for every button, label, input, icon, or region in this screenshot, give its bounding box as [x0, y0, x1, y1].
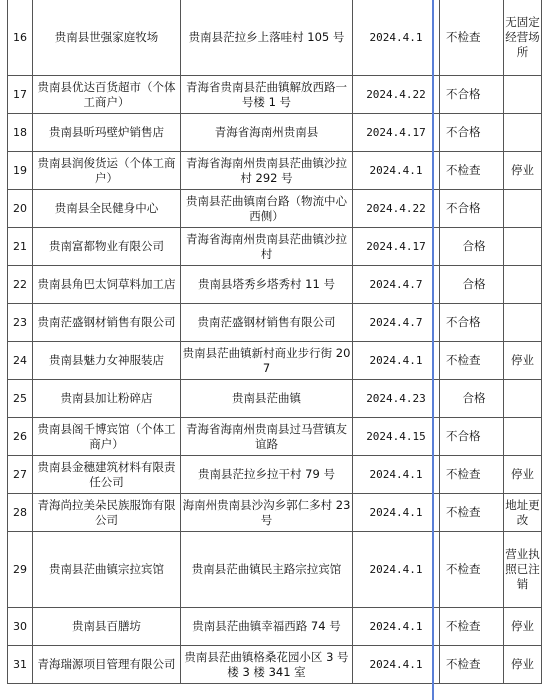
remark-cell: 营业执照已注销	[504, 532, 542, 608]
table-body	[8, 0, 542, 684]
inspection-result-cell: 不合格	[440, 76, 504, 114]
inspection-result-cell: 合格	[440, 228, 504, 266]
row-number-cell: 27	[8, 456, 33, 494]
table-row	[8, 494, 542, 532]
remark-cell: 地址更改	[504, 494, 542, 532]
business-name-cell: 贵南县茫曲镇宗拉宾馆	[33, 532, 181, 608]
row-number-cell: 17	[8, 76, 33, 114]
remark-cell	[504, 190, 542, 228]
business-name-cell: 贵南富都物业有限公司	[33, 228, 181, 266]
inspection-date-cell: 2024.4.1	[353, 152, 440, 190]
row-number-cell: 25	[8, 380, 33, 418]
table-row	[8, 418, 542, 456]
inspection-result-cell: 不合格	[440, 304, 504, 342]
table-row	[8, 76, 542, 114]
table-row	[8, 0, 542, 76]
inspection-table	[7, 0, 542, 684]
row-number-cell: 16	[8, 0, 33, 76]
business-name-cell: 青海瑞源项目管理有限公司	[33, 646, 181, 684]
inspection-date-cell: 2024.4.17	[353, 228, 440, 266]
business-name-cell: 贵南县优达百货超市（个体工商户）	[33, 76, 181, 114]
inspection-result-cell: 不检查	[440, 608, 504, 646]
business-address-cell: 贵南县茫曲镇民主路宗拉宾馆	[181, 532, 353, 608]
table-row	[8, 342, 542, 380]
inspection-result-cell: 不检查	[440, 152, 504, 190]
business-name-cell: 贵南县金穗建筑材料有限责任公司	[33, 456, 181, 494]
business-address-cell: 青海省海南州贵南县过马营镇友谊路	[181, 418, 353, 456]
business-address-cell: 贵南县塔秀乡塔秀村 11 号	[181, 266, 353, 304]
row-number-cell: 24	[8, 342, 33, 380]
row-number-cell: 20	[8, 190, 33, 228]
inspection-date-cell: 2024.4.1	[353, 342, 440, 380]
remark-cell: 停业	[504, 342, 542, 380]
table-row	[8, 532, 542, 608]
table-row	[8, 190, 542, 228]
row-number-cell: 19	[8, 152, 33, 190]
row-number-cell: 22	[8, 266, 33, 304]
business-address-cell: 贵南县茫曲镇南台路（物流中心西侧）	[181, 190, 353, 228]
business-name-cell: 贵南县全民健身中心	[33, 190, 181, 228]
remark-cell	[504, 380, 542, 418]
business-address-cell: 贵南茫盛钢材销售有限公司	[181, 304, 353, 342]
remark-cell	[504, 228, 542, 266]
column-highlight-line	[432, 0, 434, 700]
table-row	[8, 608, 542, 646]
remark-cell	[504, 304, 542, 342]
inspection-result-cell: 不检查	[440, 532, 504, 608]
business-name-cell: 贵南县润俊货运（个体工商户）	[33, 152, 181, 190]
table-row	[8, 152, 542, 190]
inspection-result-cell: 不合格	[440, 190, 504, 228]
inspection-result-cell: 合格	[440, 380, 504, 418]
inspection-date-cell: 2024.4.1	[353, 456, 440, 494]
inspection-date-cell: 2024.4.15	[353, 418, 440, 456]
business-address-cell: 青海省海南州贵南县茫曲镇沙拉村 292 号	[181, 152, 353, 190]
row-number-cell: 23	[8, 304, 33, 342]
business-name-cell: 贵南县昕玛壁炉销售店	[33, 114, 181, 152]
remark-cell: 停业	[504, 456, 542, 494]
row-number-cell: 29	[8, 532, 33, 608]
inspection-date-cell: 2024.4.1	[353, 0, 440, 76]
inspection-result-cell: 不检查	[440, 342, 504, 380]
remark-cell: 停业	[504, 608, 542, 646]
business-address-cell: 贵南县茫曲镇	[181, 380, 353, 418]
business-address-cell: 贵南县茫曲镇格桑花园小区 3 号楼 3 楼 341 室	[181, 646, 353, 684]
inspection-date-cell: 2024.4.22	[353, 190, 440, 228]
business-name-cell: 贵南县角巴太饲草料加工店	[33, 266, 181, 304]
business-name-cell: 贵南县阁千博宾馆（个体工商户）	[33, 418, 181, 456]
business-address-cell: 青海省海南州贵南县	[181, 114, 353, 152]
table-row	[8, 266, 542, 304]
business-address-cell: 青海省海南州贵南县茫曲镇沙拉村	[181, 228, 353, 266]
inspection-result-cell: 不合格	[440, 114, 504, 152]
inspection-result-cell: 合格	[440, 266, 504, 304]
inspection-result-cell: 不检查	[440, 494, 504, 532]
inspection-result-cell: 不检查	[440, 456, 504, 494]
inspection-date-cell: 2024.4.1	[353, 494, 440, 532]
business-name-cell: 贵南茫盛钢材销售有限公司	[33, 304, 181, 342]
business-address-cell: 贵南县茫曲镇新村商业步行街 207	[181, 342, 353, 380]
remark-cell	[504, 76, 542, 114]
business-name-cell: 贵南县世强家庭牧场	[33, 0, 181, 76]
table-row	[8, 114, 542, 152]
table-row	[8, 380, 542, 418]
row-number-cell: 26	[8, 418, 33, 456]
inspection-result-cell: 不检查	[440, 646, 504, 684]
business-address-cell: 贵南县茫拉乡上落哇村 105 号	[181, 0, 353, 76]
table-row	[8, 646, 542, 684]
business-name-cell: 青海尚拉美朵民族服饰有限公司	[33, 494, 181, 532]
inspection-date-cell: 2024.4.1	[353, 608, 440, 646]
business-address-cell: 贵南县茫拉乡拉干村 79 号	[181, 456, 353, 494]
row-number-cell: 31	[8, 646, 33, 684]
remark-cell: 无固定经营场所	[504, 0, 542, 76]
row-number-cell: 21	[8, 228, 33, 266]
row-number-cell: 28	[8, 494, 33, 532]
remark-cell: 停业	[504, 646, 542, 684]
row-number-cell: 18	[8, 114, 33, 152]
inspection-date-cell: 2024.4.23	[353, 380, 440, 418]
table-row	[8, 228, 542, 266]
business-address-cell: 青海省贵南县茫曲镇解放西路一号楼 1 号	[181, 76, 353, 114]
remark-cell	[504, 114, 542, 152]
business-name-cell: 贵南县百膳坊	[33, 608, 181, 646]
inspection-result-cell: 不检查	[440, 0, 504, 76]
remark-cell	[504, 266, 542, 304]
inspection-date-cell: 2024.4.7	[353, 266, 440, 304]
inspection-date-cell: 2024.4.22	[353, 76, 440, 114]
table-row	[8, 304, 542, 342]
remark-cell	[504, 418, 542, 456]
business-address-cell: 贵南县茫曲镇幸福西路 74 号	[181, 608, 353, 646]
inspection-date-cell: 2024.4.7	[353, 304, 440, 342]
business-address-cell: 海南州贵南县沙沟乡郭仁多村 23 号	[181, 494, 353, 532]
business-name-cell: 贵南县加让粉碎店	[33, 380, 181, 418]
table-row	[8, 456, 542, 494]
inspection-result-cell: 不合格	[440, 418, 504, 456]
business-name-cell: 贵南县魅力女神服装店	[33, 342, 181, 380]
inspection-date-cell: 2024.4.17	[353, 114, 440, 152]
row-number-cell: 30	[8, 608, 33, 646]
inspection-date-cell: 2024.4.1	[353, 646, 440, 684]
remark-cell: 停业	[504, 152, 542, 190]
inspection-date-cell: 2024.4.1	[353, 532, 440, 608]
